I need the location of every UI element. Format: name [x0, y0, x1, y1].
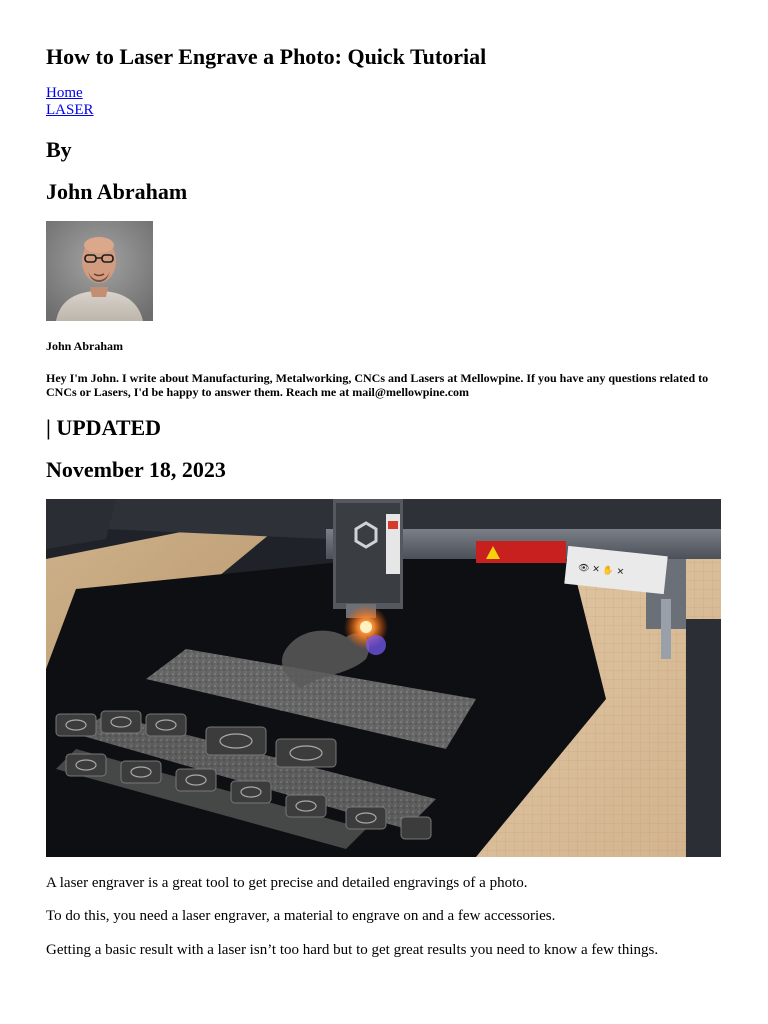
page-title: How to Laser Engrave a Photo: Quick Tutorial	[46, 44, 487, 69]
paragraph-3: Getting a basic result with a laser isn’t too hard but to get great results you need to know a few things.	[46, 942, 659, 958]
svg-text:👁 ✕ ✋ ✕: 👁 ✕ ✋ ✕	[577, 563, 625, 578]
updated-date: November 18, 2023	[46, 457, 226, 482]
breadcrumb-home-link[interactable]: Home	[46, 85, 83, 101]
byline-author-name: John Abraham	[46, 179, 188, 204]
paragraph-2: To do this, you need a laser engraver, a material to engrave on and a few accessories.	[46, 908, 556, 924]
hero-image	[46, 499, 721, 857]
author-box-name: John Abraham	[46, 339, 124, 353]
author-avatar	[46, 221, 153, 321]
updated-label: | UPDATED	[46, 415, 162, 440]
breadcrumb-laser-link[interactable]: LASER	[46, 102, 94, 118]
paragraph-1: A laser engraver is a great tool to get precise and detailed engravings of a photo.	[46, 875, 528, 891]
byline-by-label: By	[46, 137, 72, 162]
author-bio: Hey I'm John. I write about Manufacturing, Metalworking, CNCs and Lasers at Mellowpine. If you have any questions related to CNCs or Lasers, I'd be happy to answer them. Reach me at mail@mellowpine.com	[46, 371, 709, 399]
